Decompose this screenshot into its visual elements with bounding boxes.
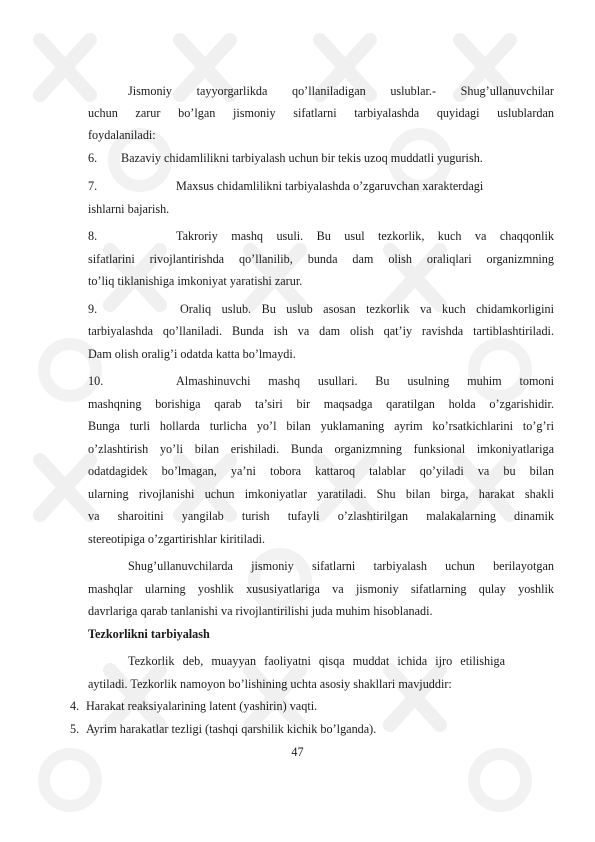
list-item-text: Ayrim harakatlar tezligi (tashqi qarshilik kichik bo’lganda). bbox=[86, 722, 377, 736]
paragraph-line: foydalaniladi: bbox=[88, 128, 156, 142]
list-item-text: ularning rivojlanishi uchun imkoniyatlar yaratiladi. Shu bilan birga, harakat shakli bbox=[88, 487, 554, 501]
list-item-text: o’zlashtirish yo’li bilan erishiladi. Bunda organizmning funksional imkoniyatlariga bbox=[88, 442, 554, 456]
paragraph-line: davrlariga qarab tanlanishi va rivojlantirilishi juda muhim hisoblanadi. bbox=[88, 604, 433, 618]
list-number: 10. bbox=[88, 374, 104, 388]
list-item-text: va sharoitini yangilab turish tufayli o’zlashtirilgan malakalarning dinamik bbox=[88, 509, 554, 523]
list-number: 4. bbox=[70, 699, 80, 713]
list-item-text: stereotipiga o’zgartirishlar kiritiladi. bbox=[88, 532, 265, 546]
list-item-text: Takroriy mashq usuli. Bu usul tezkorlik, kuch va chaqqonlik bbox=[176, 229, 554, 243]
paragraph-line: aytiladi. Tezkorlik namoyon bo’lishining uchta asosiy shakllari mavjuddir: bbox=[88, 677, 452, 691]
list-item-text: Bunga turli hollarda turlicha yo’l bilan yuklamaning ayrim ko’rsatkichlarini to’g’ri bbox=[88, 419, 554, 433]
paragraph-line: mashqlar ularning yoshlik xususiyatlariga va jismoniy sifatlarning qulay yoshlik bbox=[88, 582, 554, 596]
list-number: 8. bbox=[88, 229, 98, 243]
list-item-text: Maxsus chidamlilikni tarbiyalashda o’zgaruvchan xarakterdagi bbox=[176, 179, 484, 193]
list-number: 7. bbox=[88, 179, 98, 193]
list-item-text: odatdagidek bo’lmagan, ya’ni tobora kattaroq talablar qo’yiladi va bu bilan bbox=[88, 464, 554, 478]
list-item-text: sifatlarini rivojlantirishda qo’llanilib, bunda dam olish oraliqlari organizmning bbox=[88, 252, 554, 266]
list-item-text: ishlarni bajarish. bbox=[88, 202, 170, 216]
paragraph-line: Tezkorlik deb, muayyan faoliyatni qisqa muddat ichida ijro etilishiga bbox=[128, 654, 505, 668]
page-number: 47 bbox=[291, 745, 304, 759]
list-item-text: Harakat reaksiyalarining latent (yashirin) vaqti. bbox=[86, 699, 318, 713]
list-item-text: Dam olish oralig’i odatda katta bo’lmaydi. bbox=[88, 347, 296, 361]
list-item-text: mashqning borishiga qarab ta’siri bir maqsadga qaratilgan holda o’zgarishidir. bbox=[88, 397, 554, 411]
list-item-text: Almashinuvchi mashq usullari. Bu usulning muhim tomoni bbox=[176, 374, 554, 388]
list-item-text: Oraliq uslub. Bu uslub asosan tezkorlik va kuch chidamkorligini bbox=[180, 302, 554, 316]
list-item-text: Bazaviy chidamlilikni tarbiyalash uchun bir tekis uzoq muddatli yugurish. bbox=[121, 151, 483, 165]
list-number: 5. bbox=[70, 722, 80, 736]
section-heading: Tezkorlikni tarbiyalash bbox=[88, 627, 210, 641]
paragraph-line: Jismoniy tayyorgarlikda qo’llaniladigan uslublar.- Shug’ullanuvchilar bbox=[128, 84, 554, 98]
list-number: 9. bbox=[88, 302, 98, 316]
list-item-text: to’liq tiklanishiga imkoniyat yaratishi zarur. bbox=[88, 274, 303, 288]
paragraph-line: uchun zarur bo’lgan jismoniy sifatlarni tarbiyalashda quyidagi uslublardan bbox=[88, 106, 554, 120]
list-item-text: tarbiyalashda qo’llaniladi. Bunda ish va dam olish qat’iy ravishda tartiblashtiriladi. bbox=[88, 324, 554, 338]
paragraph-line: Shug’ullanuvchilarda jismoniy sifatlarni tarbiyalash uchun berilayotgan bbox=[128, 559, 554, 573]
list-number: 6. bbox=[88, 151, 98, 165]
